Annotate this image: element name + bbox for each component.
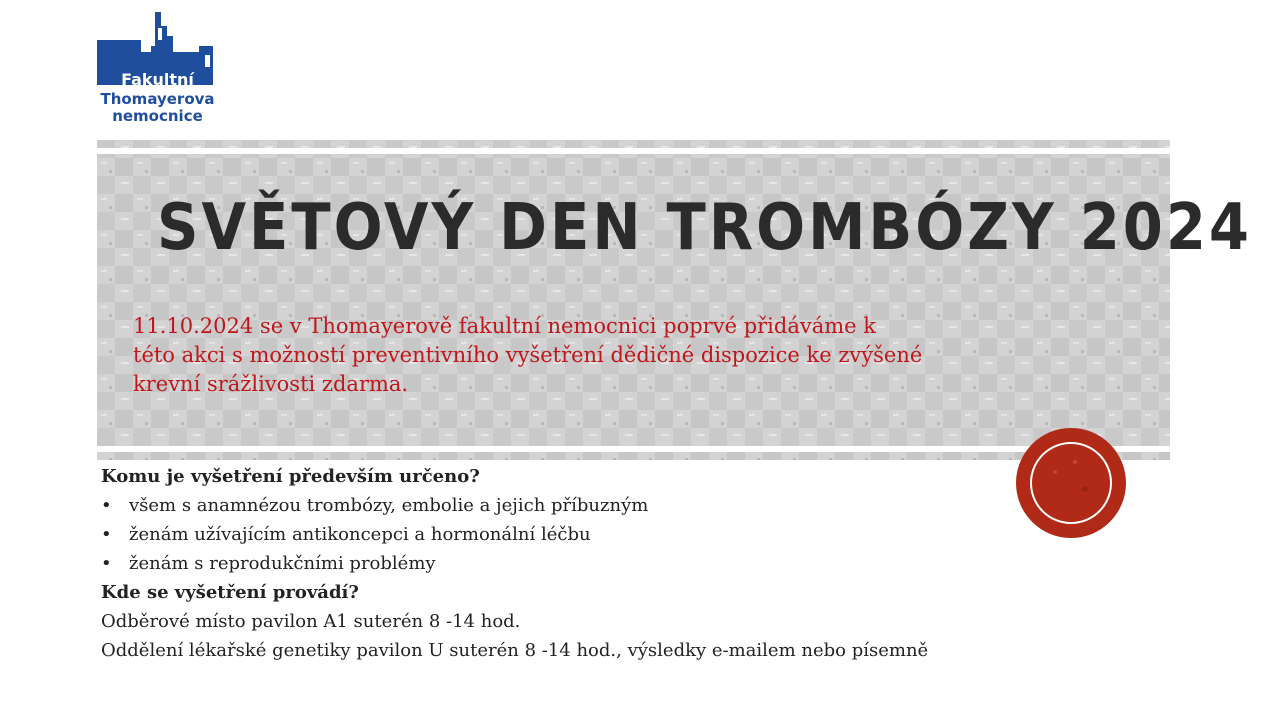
title-band: [97, 140, 1170, 460]
page-title: SVĚTOVÝ DEN TROMBÓZY 2024: [157, 191, 1252, 265]
list-item: • ženám užívajícím antikoncepci a hormonální léčbu: [101, 520, 1181, 549]
logo-text-line1: Fakultní: [121, 70, 194, 89]
list-item: • ženám s reprodukčními problémy: [101, 549, 1181, 578]
list-item: • všem s anamnézou trombózy, embolie a jejich příbuzným: [101, 491, 1181, 520]
where-heading: Kde se vyšetření provádí?: [101, 582, 359, 603]
logo-text-line2: Thomayerova: [100, 90, 215, 108]
hospital-logo: [95, 10, 220, 125]
textured-band-background: [97, 140, 1170, 460]
who-list: [101, 491, 1181, 578]
where-line-1: Odběrové místo pavilon A1 suterén 8 -14 hod.: [101, 611, 521, 632]
who-heading: Komu je vyšetření především určeno?: [101, 466, 480, 487]
details-section: [101, 462, 1181, 665]
intro-text: 11.10.2024 se v Thomayerově fakultní nemocnici poprvé přidáváme k této akci s možností preventivního vyšetření dědičné dispozice ke zvýšené krevní srážlivosti zdarma.: [133, 314, 923, 396]
logo-text-line3: nemocnice: [112, 107, 203, 125]
where-line-2: Oddělení lékařské genetiky pavilon U suterén 8 -14 hod., výsledky e-mailem nebo písemně: [101, 640, 929, 661]
